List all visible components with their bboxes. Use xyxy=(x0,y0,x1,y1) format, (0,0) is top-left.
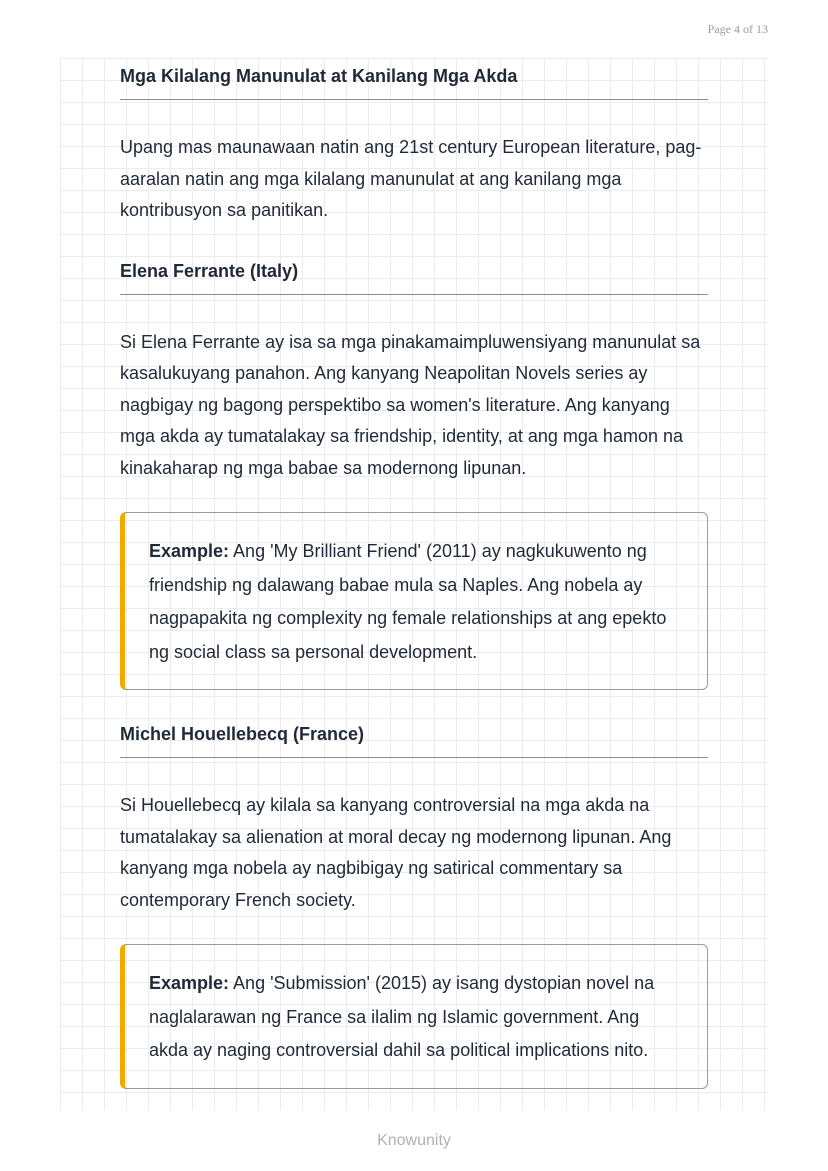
example-text: Ang 'My Brilliant Friend' (2011) ay nagkukuwento ng friendship ng dalawang babae mula sa Naples. Ang nobela ay nagpapakita ng complexity ng female relationships at ang epekto ng social class sa personal development. xyxy=(149,541,667,662)
page-number: Page 4 of 13 xyxy=(707,22,768,36)
author-description-ferrante: Si Elena Ferrante ay isa sa mga pinakamaimpluwensiyang manunulat sa kasalukuyang panahon. Ang kanyang Neapolitan Novels series ay nagbigay ng bagong perspektibo sa women's literature. Ang kanyang mga akda ay tumatalakay sa friendship, identity, at ang mga hamon na kinakaharap ng mga babae sa modernong lipunan. xyxy=(120,331,701,478)
author-heading-ferrante: Elena Ferrante (Italy) xyxy=(120,261,708,295)
example-box-ferrante xyxy=(120,512,708,690)
footer-brand: Knowunity xyxy=(377,1132,451,1149)
example-label: Example: xyxy=(149,541,230,561)
section-title: Mga Kilalang Manunulat at Kanilang Mga Akda xyxy=(120,66,708,100)
example-text: Ang 'Submission' (2015) ay isang dystopian novel na naglalarawan ng France sa ilalim ng Islamic government. Ang akda ay naging controversial dahil sa political implications nito. xyxy=(149,973,655,1060)
author-heading-houellebecq: Michel Houellebecq (France) xyxy=(120,724,708,758)
document-content xyxy=(120,60,708,1089)
intro-paragraph: Upang mas maunawaan natin ang 21st century European literature, pag-aaralan natin ang mga kilalang manunulat at ang kanilang mga kontribusyon sa panitikan. xyxy=(120,137,702,220)
example-box-houellebecq xyxy=(120,944,708,1089)
author-description-houellebecq: Si Houellebecq ay kilala sa kanyang controversial na mga akda na tumatalakay sa alienation at moral decay ng modernong lipunan. Ang kanyang mga nobela ay nagbibigay ng satirical commentary sa contemporary French society. xyxy=(120,795,672,910)
example-label: Example: xyxy=(149,973,230,993)
